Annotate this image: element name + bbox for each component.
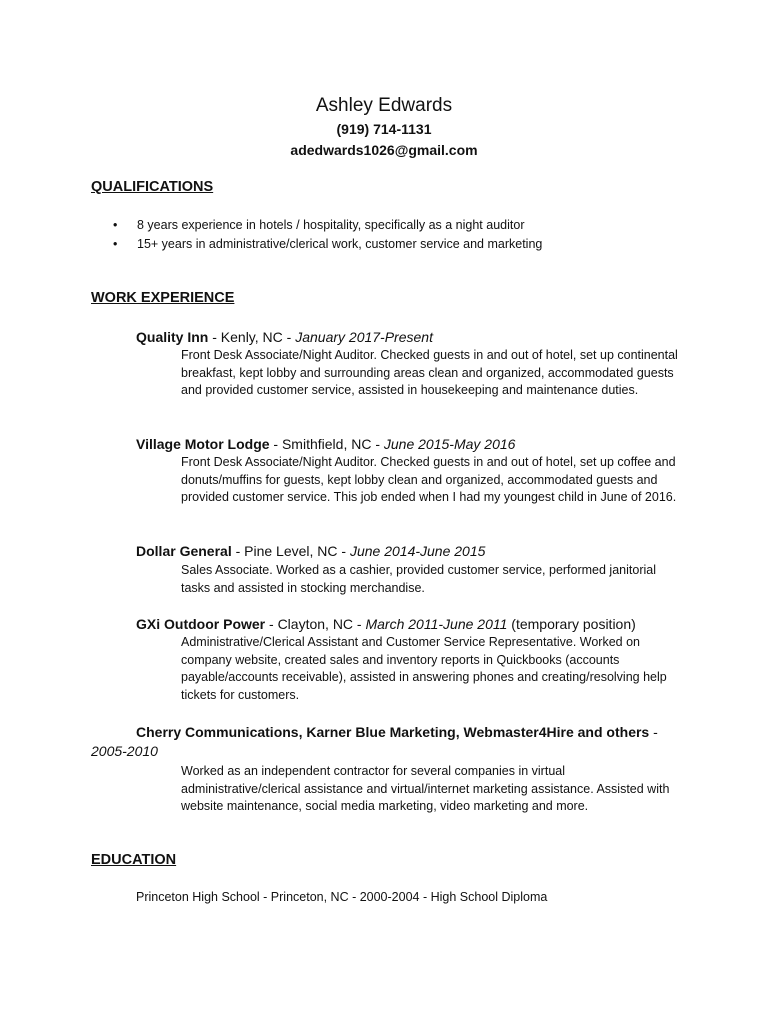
job-description: Sales Associate. Worked as a cashier, provided customer service, performed janitorial tasks and assisted in stocking merchandise. [181, 563, 656, 595]
job-dates: June 2014-June 2015 [349, 543, 486, 559]
job-location: - Clayton, NC - [265, 616, 366, 632]
job-location: - Kenly, NC - [208, 329, 296, 345]
job-note: (temporary position) [507, 616, 636, 632]
section-title-work-experience: WORK EXPERIENCE [91, 290, 235, 306]
job-location: - Smithfield, NC - [269, 436, 384, 452]
job-heading [136, 329, 433, 345]
job-company: Cherry Communications, Karner Blue Marketing, Webmaster4Hire and others [136, 724, 650, 740]
job-location: - Pine Level, NC - [231, 543, 350, 559]
job-company: Village Motor Lodge [136, 436, 270, 452]
job-heading [136, 543, 485, 559]
qualification-text: 15+ years in administrative/clerical work, customer service and marketing [137, 237, 543, 251]
job-dates: 2005-2010 [91, 743, 158, 759]
job-dates: June 2015-May 2016 [383, 436, 516, 452]
qualification-text: 8 years experience in hotels / hospitality, specifically as a night auditor [137, 218, 525, 232]
job-heading [136, 436, 515, 452]
job-dates: January 2017-Present [295, 329, 433, 345]
job-description: Front Desk Associate/Night Auditor. Checked guests in and out of hotel, set up coffee and donuts/muffins for guests, kept lobby clean and organized, accommodated guests and provided customer service. This job ended when I had my youngest child in June of 2016. [181, 455, 677, 505]
job-dates: March 2011-June 2011 [365, 616, 508, 632]
job-heading [136, 616, 636, 632]
education-entry: Princeton High School - Princeton, NC - 2000-2004 - High School Diploma [136, 890, 548, 904]
resume-name: Ashley Edwards [315, 95, 453, 116]
job-description: Administrative/Clerical Assistant and Customer Service Representative. Worked on company website, created sales and inventory reports in Quickbooks (accounts payable/accounts receivable), assisted in answering phones and creating/resolving help tickets for customers. [181, 635, 667, 702]
job-description: Front Desk Associate/Night Auditor. Checked guests in and out of hotel, set up continental breakfast, kept lobby and surrounding areas clean and organized, accommodated guests and provided customer service, assisted in housekeeping and maintenance duties. [181, 348, 678, 398]
job-description: Worked as an independent contractor for several companies in virtual administrative/clerical assistance and virtual/internet marketing assistance. Assisted with website maintenance, social media marketing, video marketing and more. [181, 764, 670, 814]
contact-phone: (919) 714-1131 [336, 121, 432, 137]
job-company: GXi Outdoor Power [136, 616, 266, 632]
job-location: - [649, 724, 658, 740]
contact-email: adedwards1026@gmail.com [290, 142, 478, 158]
job-company: Dollar General [136, 543, 232, 559]
section-title-qualifications: QUALIFICATIONS [91, 179, 214, 195]
job-dates-line [91, 743, 158, 759]
section-title-education: EDUCATION [91, 852, 177, 868]
bullet-icon: • [113, 237, 118, 251]
qualifications-list [113, 216, 542, 254]
job-company: Quality Inn [136, 329, 209, 345]
list-item [113, 216, 542, 235]
job-heading [136, 724, 658, 740]
bullet-icon: • [113, 218, 118, 232]
list-item [113, 235, 542, 254]
